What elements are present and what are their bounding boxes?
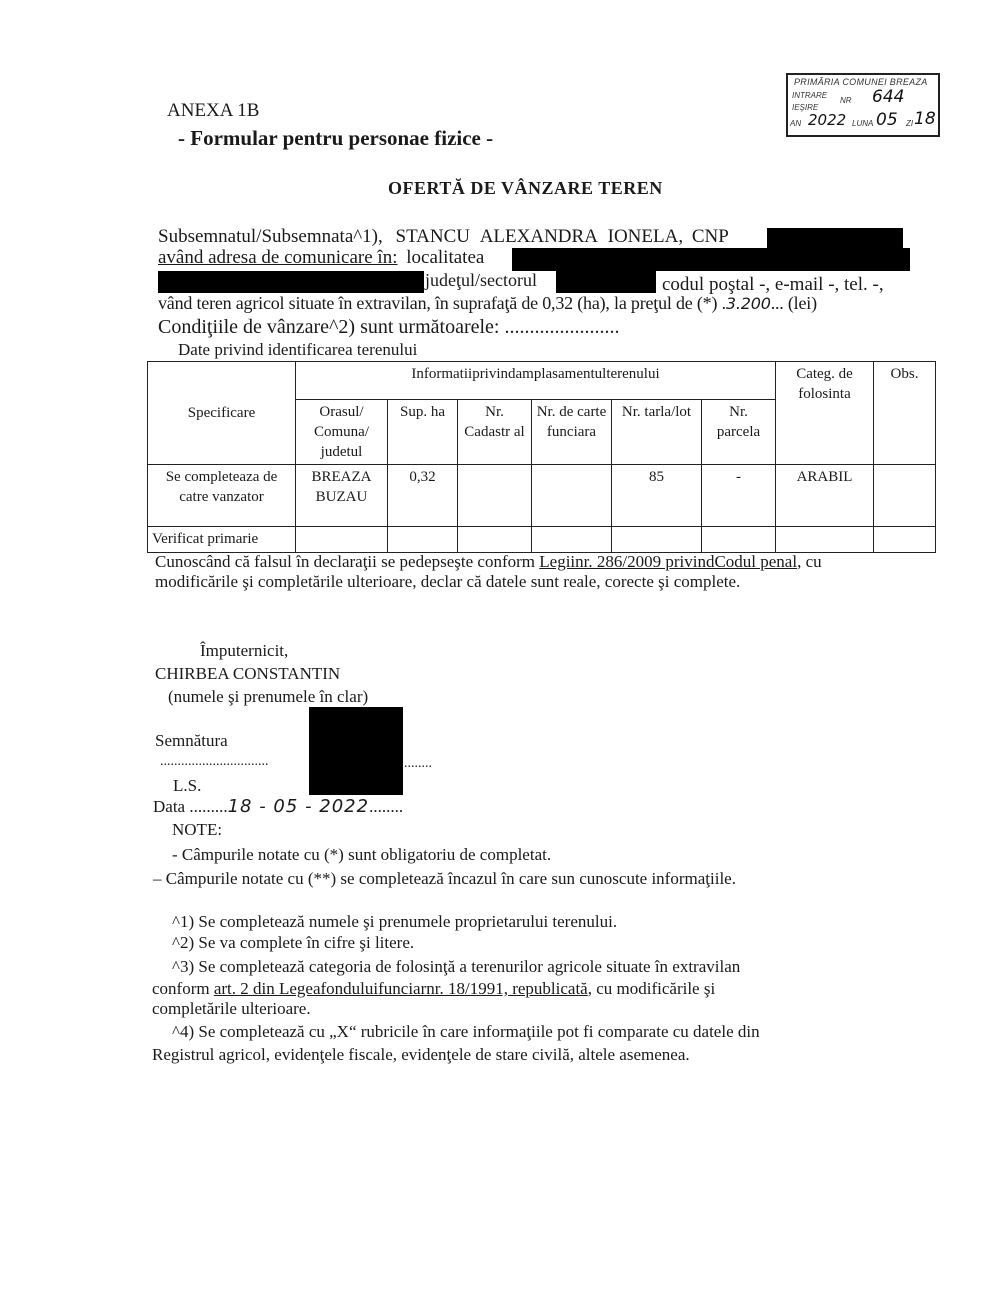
semnatura-label: Semnătura bbox=[155, 731, 228, 750]
subsemnatul-label: Subsemnatul/Subsemnata^1), bbox=[158, 226, 383, 247]
form-type-heading: - Formular pentru personae fizice - bbox=[178, 126, 494, 150]
date-label: Data ......... bbox=[153, 797, 228, 816]
date-handwritten: 18 - 05 - 2022 bbox=[227, 796, 370, 817]
stamp-iesire-label: IEŞIRE bbox=[792, 103, 819, 112]
land-data-caption: Date privind identificarea terenului bbox=[178, 340, 418, 359]
penal-code-reference: Legiinr. 286/2009 privindCodul penal bbox=[539, 552, 798, 571]
stamp-luna-label: LUNA bbox=[852, 119, 874, 128]
cell-oras: BREAZA BUZAU bbox=[296, 465, 388, 527]
redacted-judet bbox=[556, 271, 656, 293]
cell-parcela: - bbox=[702, 465, 776, 527]
footnote-1: ^1) Se completează numele şi prenumele proprietarului terenului. bbox=[172, 912, 618, 931]
address-line bbox=[158, 247, 484, 269]
stamp-intrare-label: INTRARE bbox=[792, 91, 828, 100]
col-sup-header: Sup. ha bbox=[388, 400, 458, 465]
redacted-address bbox=[158, 271, 424, 293]
offer-line bbox=[158, 293, 817, 314]
col-carte-funciara-header: Nr. de carte funciara bbox=[532, 400, 612, 465]
col-tarla-header: Nr. tarla/lot bbox=[612, 400, 702, 465]
cnp-label: CNP bbox=[691, 226, 729, 247]
notes-title: NOTE: bbox=[172, 820, 223, 839]
registration-stamp bbox=[786, 73, 940, 137]
table-row bbox=[148, 465, 936, 527]
obs-header: Obs. bbox=[874, 362, 936, 465]
annex-label: ANEXA 1B bbox=[167, 100, 260, 121]
signatory-name-note: (numele şi prenumele în clar) bbox=[168, 687, 369, 706]
cell-carte-funciara bbox=[532, 465, 612, 527]
stamp-handwritten-day: 18 bbox=[914, 109, 936, 129]
location-info-header: Informatiiprivindamplasamentulterenului bbox=[296, 362, 776, 400]
page-title: OFERTĂ DE VÂNZARE TEREN bbox=[388, 178, 663, 198]
stamp-institution: PRIMĂRIA COMUNEI BREAZA bbox=[794, 77, 928, 87]
address-label: având adresa de comunicare în: bbox=[158, 247, 398, 268]
declaration-text: Cunoscând că falsul în declaraţii se pedepseşte conform Legiinr. 286/2009 privindCodul penal, cu modificările şi completările ulterioare, declar că datele sunt reale, corecte şi complete. bbox=[155, 552, 822, 591]
cell-categ: ARABIL bbox=[776, 465, 874, 527]
judet-label: judeţul/sectorul bbox=[425, 270, 537, 290]
table-row bbox=[148, 527, 936, 553]
price-suffix: ... (lei) bbox=[770, 293, 817, 313]
stamp-handwritten-nr: 644 bbox=[872, 87, 905, 107]
footnote-4: ^4) Se completează cu „X“ rubricile în care informaţiile pot fi comparate cu datele din bbox=[172, 1022, 760, 1041]
signatory-role: Împuternicit, bbox=[200, 641, 289, 660]
land-data-table bbox=[147, 361, 936, 553]
applicant-name: STANCU ALEXANDRA IONELA, bbox=[395, 226, 684, 247]
row-label-primarie: Verificat primarie bbox=[148, 527, 296, 553]
cell-cadastral bbox=[458, 465, 532, 527]
footnote-3-end: completările ulterioare. bbox=[152, 999, 311, 1018]
stamp-handwritten-month: 05 bbox=[876, 110, 898, 130]
stamp-zi-label: ZI bbox=[906, 119, 914, 128]
signature-dots-right: ........ bbox=[404, 756, 432, 771]
note-mandatory: - Câmpurile notate cu (*) sunt obligatoriu de completat. bbox=[172, 845, 552, 864]
footnote-4-cont: Registrul agricol, evidenţele fiscale, evidenţele de stare civilă, altele asemenea. bbox=[152, 1045, 690, 1064]
footnote-3: ^3) Se completează categoria de folosinţă a terenurilor agricole situate în extravilan bbox=[172, 957, 741, 976]
specificare-header: Specificare bbox=[148, 362, 296, 465]
cell-obs bbox=[874, 465, 936, 527]
conditions-line: Condiţiile de vânzare^2) sunt următoarele: ....................... bbox=[158, 316, 620, 338]
col-oras-header: Orasul/ Comuna/ judetul bbox=[296, 400, 388, 465]
stamp-an-label: AN bbox=[790, 119, 802, 128]
col-cadastral-header: Nr. Cadastr al bbox=[458, 400, 532, 465]
signature-dots-left: ............................... bbox=[160, 754, 269, 769]
contact-line: codul poştal -, e-mail -, tel. -, bbox=[662, 274, 884, 295]
note-optional: – Câmpurile notate cu (**) se completează încazul în care sun cunoscute informaţiile. bbox=[153, 869, 736, 888]
redacted-signature bbox=[309, 707, 403, 795]
land-law-reference: art. 2 din Legeafonduluifunciarnr. 18/1991, republicată bbox=[213, 979, 588, 998]
cell-sup: 0,32 bbox=[388, 465, 458, 527]
applicant-line bbox=[158, 226, 729, 248]
redacted-localitate bbox=[512, 248, 910, 271]
stamp-handwritten-year: 2022 bbox=[808, 111, 847, 129]
ls-label: L.S. bbox=[173, 776, 202, 795]
categ-header: Categ. de folosinta bbox=[776, 362, 874, 465]
signatory-name: CHIRBEA CONSTANTIN bbox=[155, 664, 341, 683]
footnote-3-cont: conform art. 2 din Legeafonduluifunciarnr. 18/1991, republicată, cu modificările şi bbox=[152, 979, 716, 998]
cell-tarla: 85 bbox=[612, 465, 702, 527]
price-handwritten: 3.200 bbox=[725, 294, 771, 313]
date-line: Data .........18 - 05 - 2022........ bbox=[153, 796, 404, 817]
stamp-nr-label: NR bbox=[840, 96, 852, 105]
row-label-vanzator: Se completeaza de catre vanzator bbox=[148, 465, 296, 527]
col-parcela-header: Nr. parcela bbox=[702, 400, 776, 465]
footnote-2: ^2) Se va complete în cifre şi litere. bbox=[172, 933, 415, 952]
localitatea-label: localitatea bbox=[406, 247, 485, 268]
offer-text: vând teren agricol situate în extravilan, în suprafaţă de 0,32 (ha), la preţul de (*) . bbox=[158, 293, 726, 313]
